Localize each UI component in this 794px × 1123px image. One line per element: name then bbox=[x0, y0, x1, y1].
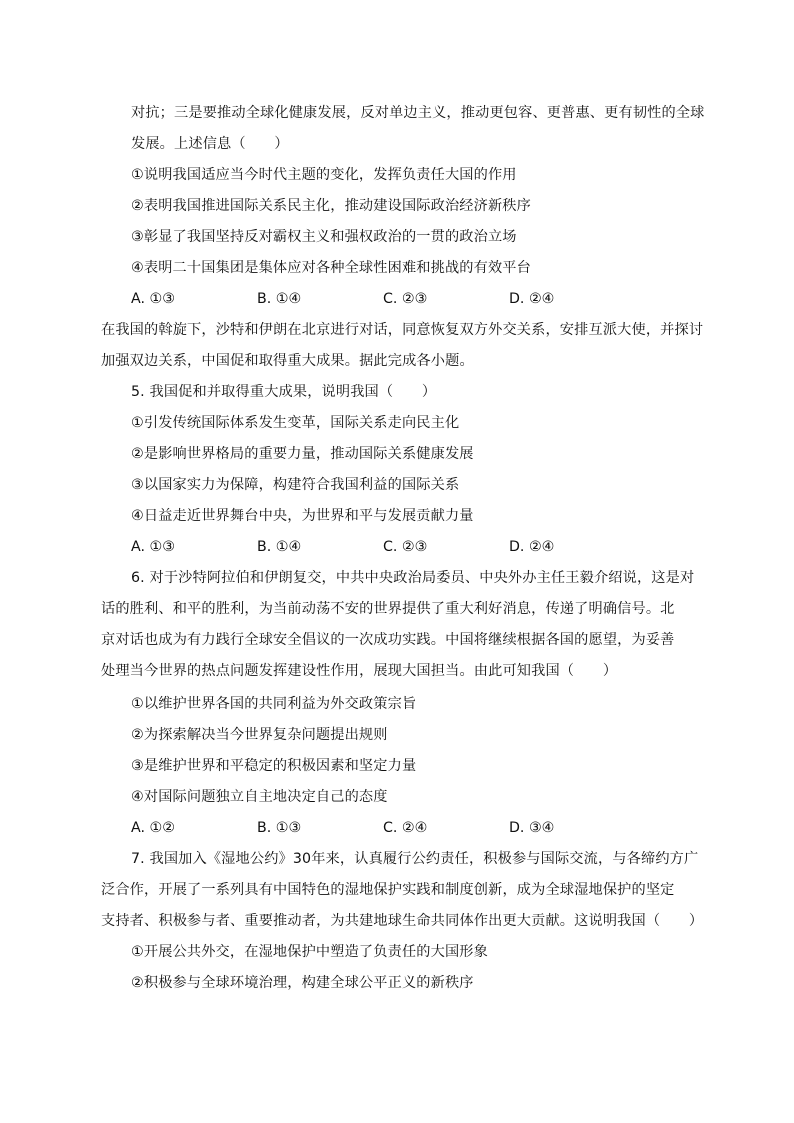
q4-option-c[interactable]: C. ②③ bbox=[383, 291, 428, 307]
q4-option-a[interactable]: A. ①③ bbox=[131, 291, 175, 307]
q6-option-b[interactable]: B. ①③ bbox=[257, 820, 302, 836]
q6-stem-line-3: 京对话也成为有力践行全球安全倡议的一次成功实践。中国将继续根据各国的愿望，为妥善 bbox=[101, 632, 675, 648]
q5-statement-3: ③以国家实力为保障，构建符合我国利益的国际关系 bbox=[131, 477, 460, 493]
q6-option-d[interactable]: D. ③④ bbox=[509, 820, 555, 836]
q5-option-b[interactable]: B. ①④ bbox=[257, 539, 302, 555]
q4-statement-1: ①说明我国适应当今时代主题的变化，发挥负责任大国的作用 bbox=[131, 167, 517, 183]
q7-stem-line-3: 支持者、积极参与者、重要推动者，为共建地球生命共同体作出更大贡献。这说明我国（ ） bbox=[101, 913, 704, 929]
q4-statement-2: ②表明我国推进国际关系民主化，推动建设国际政治经济新秩序 bbox=[131, 198, 531, 214]
q6-option-a[interactable]: A. ①② bbox=[131, 820, 175, 836]
q6-statement-4: ④对国际问题独立自主地决定自己的态度 bbox=[131, 789, 388, 805]
q6-stem-line-4: 处理当今世界的热点问题发挥建设性作用，展现大国担当。由此可知我国（ ） bbox=[101, 663, 618, 679]
q4-option-b[interactable]: B. ①④ bbox=[257, 291, 302, 307]
q5-statement-2: ②是影响世界格局的重要力量，推动国际关系健康发展 bbox=[131, 446, 474, 462]
continued-text-line-2: 发展。上述信息（ ） bbox=[131, 136, 289, 152]
q7-statement-2: ②积极参与全球环境治理，构建全球公平正义的新秩序 bbox=[131, 975, 474, 991]
q5-option-a[interactable]: A. ①③ bbox=[131, 539, 175, 555]
q7-stem-line-2: 泛合作，开展了一系列具有中国特色的湿地保护实践和制度创新，成为全球湿地保护的坚定 bbox=[101, 882, 675, 898]
q7-stem-line-1: 7. 我国加入《湿地公约》30年来，认真履行公约责任，积极参与国际交流，与各缔约方广 bbox=[131, 851, 699, 867]
q4-statement-3: ③彰显了我国坚持反对霸权主义和强权政治的一贯的政治立场 bbox=[131, 229, 517, 245]
q7-statement-1: ①开展公共外交，在湿地保护中塑造了负责任的大国形象 bbox=[131, 944, 488, 960]
q5-option-c[interactable]: C. ②③ bbox=[383, 539, 428, 555]
q6-stem-line-2: 话的胜利、和平的胜利，为当前动荡不安的世界提供了重大利好消息，传递了明确信号。北 bbox=[101, 601, 675, 617]
q5-option-d[interactable]: D. ②④ bbox=[509, 539, 555, 555]
q6-option-c[interactable]: C. ②④ bbox=[383, 820, 428, 836]
q6-statement-3: ③是维护世界和平稳定的积极因素和坚定力量 bbox=[131, 758, 417, 774]
q6-stem-line-1: 6. 对于沙特阿拉伯和伊朗复交，中共中央政治局委员、中央外办主任王毅介绍说，这是对 bbox=[131, 570, 695, 586]
q4-option-d[interactable]: D. ②④ bbox=[509, 291, 555, 307]
material-intro-line-2: 加强双边关系，中国促和取得重大成果。据此完成各小题。 bbox=[101, 353, 474, 369]
continued-text-line-1: 对抗；三是要推动全球化健康发展，反对单边主义，推动更包容、更普惠、更有韧性的全球 bbox=[131, 105, 705, 121]
q5-stem: 5. 我国促和并取得重大成果，说明我国（ ） bbox=[131, 384, 437, 400]
q5-statement-1: ①引发传统国际体系发生变革，国际关系走向民主化 bbox=[131, 415, 460, 431]
q5-statement-4: ④日益走近世界舞台中央，为世界和平与发展贡献力量 bbox=[131, 508, 474, 524]
q6-statement-1: ①以维护世界各国的共同利益为外交政策宗旨 bbox=[131, 696, 417, 712]
material-intro-line-1: 在我国的斡旋下，沙特和伊朗在北京进行对话，同意恢复双方外交关系，安排互派大使，并探讨 bbox=[101, 322, 704, 338]
q6-statement-2: ②为探索解决当今世界复杂问题提出规则 bbox=[131, 727, 388, 743]
q4-statement-4: ④表明二十国集团是集体应对各种全球性困难和挑战的有效平台 bbox=[131, 260, 531, 276]
